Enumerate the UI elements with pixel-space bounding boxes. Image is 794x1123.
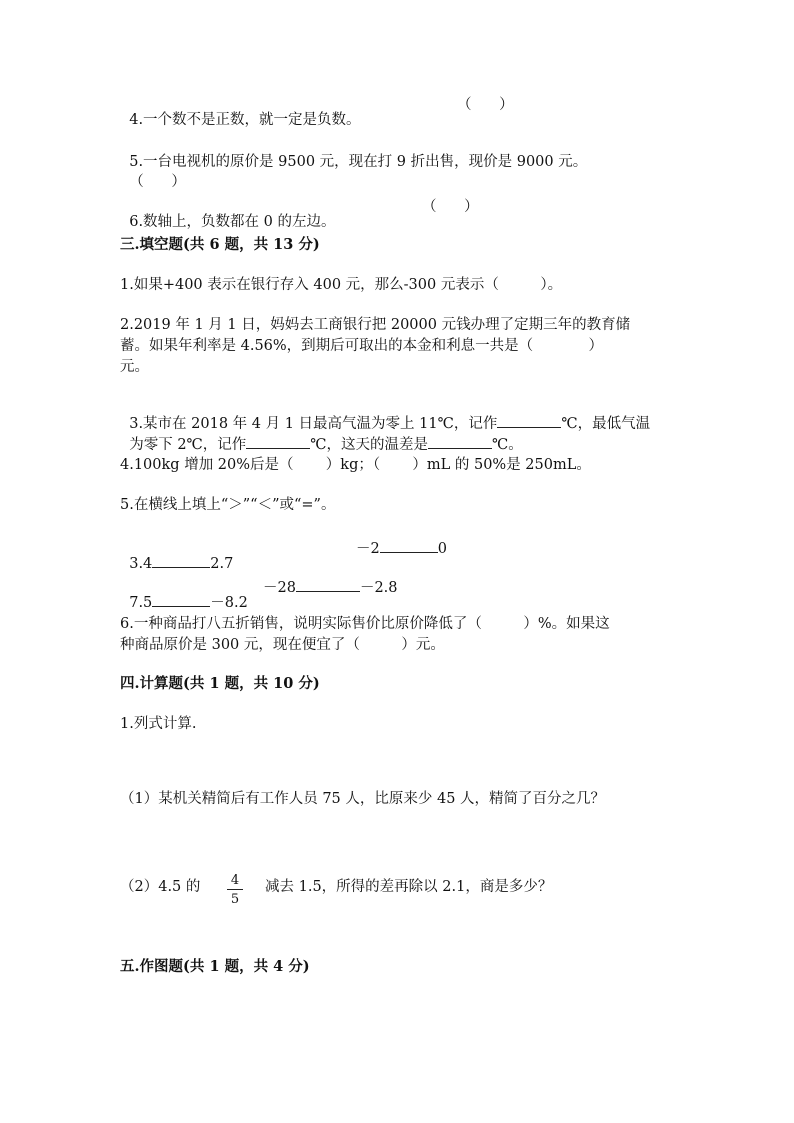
fill-q4: 4.100kg 增加 20%后是（ ）kg；（ ）mL 的 50%是 250mL。 <box>120 457 591 473</box>
fill-q2-line1: 2.2019 年 1 月 1 日，妈妈去工商银行把 20000 元钱办理了定期三年的教育储 <box>120 317 631 333</box>
fill-q3-text-d: ℃，这天的温差是 <box>310 436 429 453</box>
fill-q3-line2 <box>120 419 523 452</box>
fill-q5-r1a-left: 3.4 <box>129 555 153 572</box>
section4-heading: 四.计算题(共 1 题，共 10 分) <box>120 675 320 692</box>
judge-q5 <box>120 140 587 169</box>
calc-sub1: （1）某机关精简后有工作人员 75 人，比原来少 45 人，精简了百分之几？ <box>120 791 606 807</box>
fill-q3-blank-diff[interactable] <box>428 434 492 449</box>
calc-q1: 1.列式计算. <box>120 716 197 732</box>
fill-q1: 1.如果+400 表示在银行存入 400 元，那么-300 元表示（ ）。 <box>120 277 563 293</box>
fill-q2-line2: 蓄。如果年利率是 4.56%，到期后可取出的本金和利息一共是（ ） <box>120 338 603 354</box>
calc-sub2-suffix: 减去 1.5，所得的差再除以 2.1，商是多少？ <box>265 879 553 895</box>
fill-q5-r2a-right: －8.2 <box>210 594 248 611</box>
fill-q3-text-e: ℃。 <box>492 436 523 453</box>
judge-q6-text: 6.数轴上，负数都在 0 的左边。 <box>129 213 336 230</box>
fill-q5-r1b-left: －2 <box>356 541 380 557</box>
fill-q5-r1b-blank[interactable] <box>380 538 438 553</box>
fill-q6-line2: 种商品原价是 300 元，现在便宜了（ ）元。 <box>120 637 445 653</box>
fill-q5-r1a-right: 2.7 <box>210 555 234 572</box>
fill-q6-line1: 6.一种商品打八五折销售，说明实际售价比原价降低了（ ）%。如果这 <box>120 616 610 632</box>
fill-q2-line3: 元。 <box>120 359 149 375</box>
fill-q5-r2b <box>263 577 398 596</box>
fill-q5-r1b <box>356 538 447 557</box>
fill-q5-prompt: 5.在横线上填上“＞”“＜”或“=”。 <box>120 497 336 513</box>
judge-q5-answer-blank[interactable]: （ ） <box>129 173 186 190</box>
fill-q3-blank-low[interactable] <box>246 434 310 449</box>
judge-q5-answer-line <box>120 160 186 189</box>
fill-q5-r2b-left: －28 <box>263 580 296 596</box>
judge-q6-answer-blank[interactable]: （ ） <box>422 199 479 215</box>
fill-q3-text-a: 3.某市在 2018 年 4 月 1 日最高气温为零上 11℃，记作 <box>129 415 498 432</box>
fill-q3-text-b: ℃，最低气温 <box>561 415 651 432</box>
calc-sub2-prefix: （2）4.5 的 <box>120 879 201 895</box>
judge-q4-text: 4.一个数不是正数，就一定是负数。 <box>129 111 361 128</box>
fill-q3-text-c: 为零下 2℃，记作 <box>129 436 247 453</box>
fill-q5-r2a-blank[interactable] <box>152 592 210 607</box>
judge-q4-answer-blank[interactable]: （ ） <box>457 97 514 113</box>
fraction-numerator: 4 <box>227 874 243 890</box>
section5-heading: 五.作图题(共 1 题，共 4 分) <box>120 958 310 975</box>
fill-q5-r2b-right: －2.8 <box>359 580 398 596</box>
fill-q5-r1b-right: 0 <box>437 541 447 557</box>
fraction-four-fifths <box>227 874 243 906</box>
judge-q5-text: 5.一台电视机的原价是 9500 元，现在打 9 折出售，现价是 9000 元。 <box>129 153 588 170</box>
fill-q5-r2a-left: 7.5 <box>129 594 153 611</box>
fill-q5-r1a-blank[interactable] <box>152 553 210 568</box>
judge-q4 <box>120 97 514 142</box>
fraction-denominator: 5 <box>230 892 240 907</box>
section3-heading: 三.填空题(共 6 题，共 13 分) <box>120 236 320 253</box>
fill-q5-r2b-blank[interactable] <box>296 577 360 592</box>
